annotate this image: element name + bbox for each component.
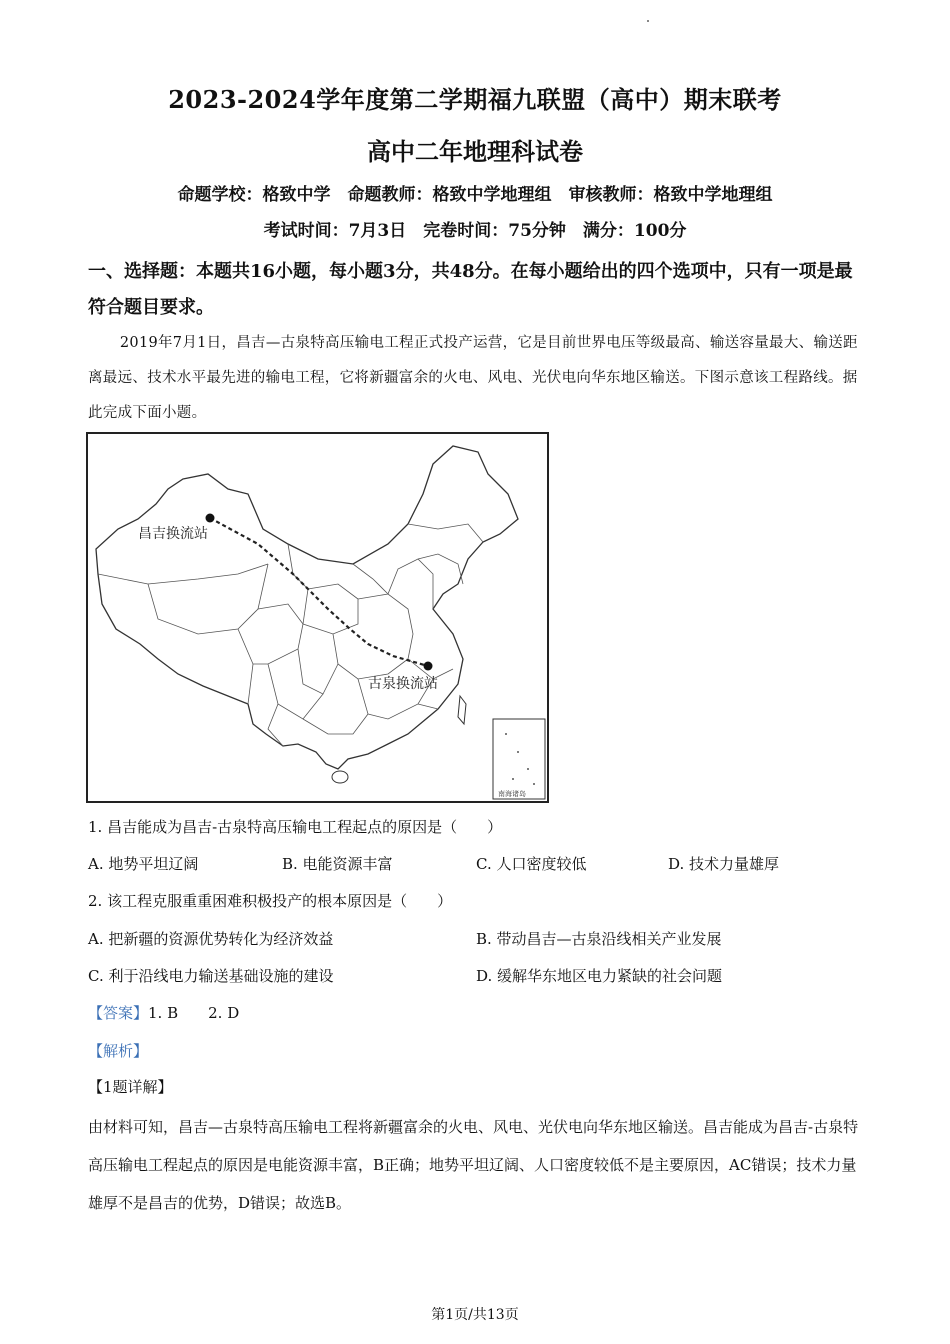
question-passage: 2019年7月1日，昌吉—古泉特高压输电工程正式投产运营，它是目前世界电压等级最高、输送容量最大、输送距离最远、技术水平最先进的输电工程，它将新疆富余的火电、风电、光伏电向华东地区输送。下图示意该工程路线。据此完成下面小题。 [88,335,858,421]
changji-station-dot [206,514,215,523]
question-2-option-d[interactable]: D. 缓解华东地区电力紧缺的社会问题 [476,967,723,985]
route-map [86,432,549,803]
question-1-option-b[interactable]: B. 电能资源丰富 [282,855,393,873]
question-1-option-a[interactable]: A. 地势平坦辽阔 [88,855,199,873]
exam-authors: 命题学校：格致中学 命题教师：格致中学地理组 审核教师：格致中学地理组 [177,185,773,205]
question-1-option-c[interactable]: C. 人口密度较低 [476,855,587,873]
province-lines [98,524,483,746]
question-2-option-a[interactable]: A. 把新疆的资源优势转化为经济效益 [88,930,334,948]
question-2-stem: 2. 该工程克服重重困难积极投产的根本原因是（ ） [88,892,453,910]
exam-title: 2023-2024学年度第二学期福九联盟（高中）期末联考 [168,85,782,114]
analysis-text: 由材料可知，昌吉—古泉特高压输电工程将新疆富余的火电、风电、光伏电向华东地区输送。昌吉能成为昌吉-古泉特高压输电工程起点的原因是电能资源丰富，B正确；地势平坦辽阔、人口密度较低不是主要原因，AC错误；技术力量雄厚不是昌吉的优势，D错误；故选B。 [88,1118,859,1212]
question-2-option-b[interactable]: B. 带动昌吉—古泉沿线相关产业发展 [476,930,722,948]
inset-label: 南海诸岛 [498,790,526,798]
answer-line [88,1002,239,1023]
guquan-station-label: 古泉换流站 [368,676,438,692]
question-1-option-d[interactable]: D. 技术力量雄厚 [668,855,780,873]
question-1-stem: 1. 昌吉能成为昌吉-古泉特高压输电工程起点的原因是（ ） [88,818,503,836]
exam-subtitle: 高中二年地理科试卷 [367,137,583,166]
section-heading: 一、选择题：本题共16小题，每小题3分，共48分。在每小题给出的四个选项中，只有一项是最符合题目要求。 [88,261,853,318]
china-outline [96,446,518,769]
answer-text: 1. B 2. D [148,1004,240,1022]
taiwan-island [458,696,466,724]
scan-dot [647,20,649,22]
hainan-island [332,771,348,783]
south-sea-inset [493,719,545,799]
changji-station-label: 昌吉换流站 [138,526,208,542]
answer-tag: 【答案】 [88,1004,149,1022]
question-2-option-c[interactable]: C. 利于沿线电力输送基础设施的建设 [88,967,334,985]
china-map-svg [88,434,547,801]
page-footer: 第1页/共13页 [431,1307,519,1323]
analysis-detail-tag: 【1题详解】 [88,1078,173,1096]
guquan-station-dot [424,662,433,671]
transmission-route [210,518,428,666]
exam-time-info: 考试时间：7月3日 完卷时间：75分钟 满分：100分 [263,221,687,241]
analysis-tag: 【解析】 [88,1042,149,1060]
